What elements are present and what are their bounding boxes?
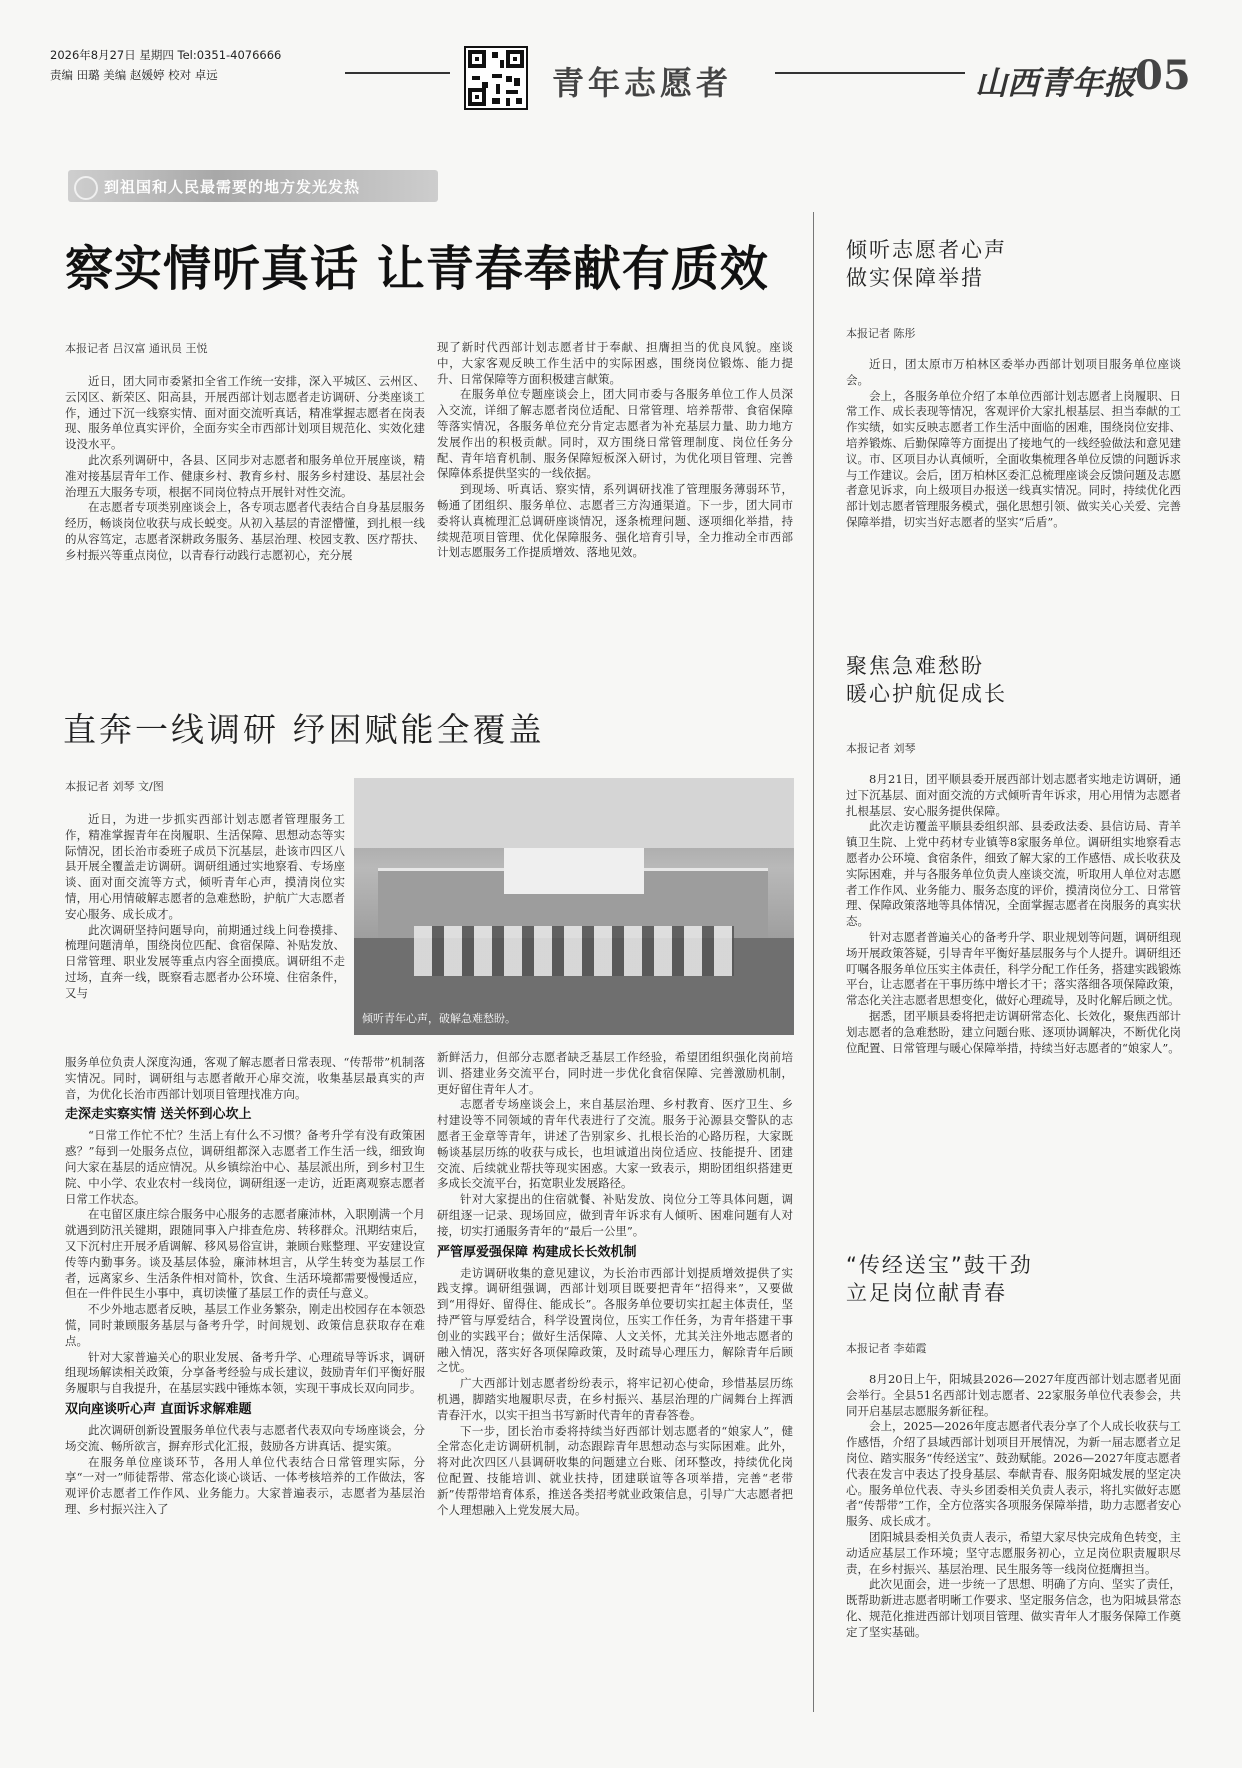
column-divider — [813, 212, 814, 1712]
paragraph: 会上，2025—2026年度志愿者代表分享了个人成长收获与工作感悟，介绍了县域西部计划项目开展情况，为新一届志愿者立足岗位、踏实服务“传经送宝”、鼓劲赋能。2026—2027年度志愿者代表在发言中表达了投身基层、奉献青春、服务阳城发展的坚定决心。服务单位代表、寺头乡团委相关负责人表示，将扎实做好志愿者“传帮带”工作，全方位落实各项服务保障举措，助力志愿者安心服务、成长成才。 — [846, 1419, 1181, 1529]
paragraph: 在志愿者专项类别座谈会上，各专项志愿者代表结合自身基层服务经历，畅谈岗位收获与成长蜕变。从初入基层的青涩懵懂，到扎根一线的从容笃定，志愿者深耕政务服务、基层治理、校园支教、医疗帮扶、乡村振兴等重点岗位，以青春行动践行志愿初心，充分展 — [65, 500, 425, 562]
headline-line: 聚焦急难愁盼 — [846, 654, 984, 678]
article-2-column-2 — [437, 1050, 793, 1710]
paragraph: 针对大家普遍关心的职业发展、备考升学、心理疏导等诉求，调研组现场解读相关政策，分享备考经验与成长建议，鼓励青年们平衡好服务履职与自我提升，在基层实践中锤炼本领，实现干事成长双向同步。 — [65, 1349, 425, 1396]
article-5-byline: 本报记者 李茹霞 — [846, 1342, 927, 1355]
photo-ceiling — [354, 778, 794, 848]
paragraph: 在服务单位专题座谈会上，团大同市委与各服务单位工作人员深入交流，详细了解志愿者岗位适配、日常管理、培养帮带、食宿保障等落实情况，各服务单位充分肯定志愿者为补充基层力量、助力地方发展作出的积极贡献。同时，双方围绕日常管理制度、岗位任务分配、青年培育机制、服务保障短板深入研讨，为优化项目管理、完善保障体系提供坚实的一线依据。 — [437, 387, 793, 481]
paragraph: 此次调研创新设置服务单位代表与志愿者代表双向专场座谈会，分场交流、畅所欲言，摒弃形式化汇报，鼓励各方讲真话、提实策。 — [65, 1422, 425, 1453]
headline-line: “传经送宝”鼓干劲 — [846, 1253, 1033, 1277]
article-2-headline: 直奔一线调研 纾困赋能全覆盖 — [63, 710, 545, 749]
section-name: 青年志愿者 — [552, 64, 733, 102]
paragraph: 在屯留区康庄综合服务中心服务的志愿者廉沛林，入职刚满一个月就遇到防汛关键期，跟随同事入户排查危房、转移群众。汛期结束后，又下沉村庄开展矛盾调解、移风易俗宣讲，兼顾台账整理、平安建设宣传等内勤事务。谈及基层体验，廉沛林坦言，从学生转变为基层工作者，远离家乡、生活条件相对简朴，饮食、生活环境都需要慢慢适应，但在一件件民生小事中，真切读懂了基层工作的责任与意义。 — [65, 1207, 425, 1301]
paragraph: 8月20日上午，阳城县2026—2027年度西部计划志愿者见面会举行。全县51名西部计划志愿者、22家服务单位代表参会，共同开启基层志愿服务新征程。 — [846, 1372, 1181, 1418]
paragraph: 此次见面会，进一步统一了思想、明确了方向、坚实了责任，既帮助新进志愿者明晰工作要求、坚定服务信念，也为阳城县常态化、规范化推进西部计划项目管理、做实青年人才服务保障工作奠定了坚实基础。 — [846, 1577, 1181, 1639]
paragraph: 广大西部计划志愿者纷纷表示，将牢记初心使命，珍惜基层历练机遇，脚踏实地履职尽责，在乡村振兴、基层治理的广阔舞台上挥洒青春汗水，以实干担当书写新时代青年的青春答卷。 — [437, 1376, 793, 1422]
paragraph: 针对大家提出的住宿就餐、补贴发放、岗位分工等具体问题，调研组逐一记录、现场回应，做到青年诉求有人倾听、困难问题有人对接，切实打通服务青年的“最后一公里”。 — [437, 1192, 793, 1238]
masthead-rule-left — [345, 72, 450, 74]
issue-date-line: 2026年8月27日 星期四 Tel:0351-4076666 — [50, 48, 282, 62]
topic-banner — [68, 170, 438, 202]
headline-line: 倾听志愿者心声 — [846, 238, 1007, 262]
article-2-column-1b — [65, 1055, 425, 1710]
article-1-column-1 — [65, 374, 425, 654]
headline-line: 暖心护航促成长 — [846, 682, 1007, 706]
paragraph: 服务单位负责人深度沟通，客观了解志愿者日常表现、“传帮带”机制落实情况。同时，调研组与志愿者敞开心扉交流，收集基层最真实的声音，为优化长治市西部计划项目管理找准方向。 — [65, 1055, 425, 1101]
paragraph: 近日，团太原市万柏林区委举办西部计划项目服务单位座谈会。 — [846, 357, 1181, 387]
article-4-body — [846, 772, 1181, 1172]
paragraph: “日常工作忙不忙？生活上有什么不习惯？备考升学有没有政策困惑？”每到一处服务点位，调研组都深入志愿者工作生活一线，细致询问大家在基层的适应情况。从乡镇综治中心、基层派出所，到乡村卫生院、中小学、农业农村一线岗位，调研组逐一走访，近距离观察志愿者日常工作状态。 — [65, 1128, 425, 1206]
paragraph: 团阳城县委相关负责人表示，希望大家尽快完成角色转变，主动适应基层工作环境；坚守志愿服务初心，立足岗位职责履职尽责，在乡村振兴、基层治理、民生服务等一线岗位挺膺担当。 — [846, 1529, 1181, 1576]
paragraph: 现了新时代西部计划志愿者甘于奉献、担膺担当的优良风貌。座谈中，大家客观反映工作生活中的实际困惑，围绕岗位锻炼、能力提升、日常保障等方面积极建言献策。 — [437, 340, 793, 386]
paragraph: 此次走访覆盖平顺县委组织部、县委政法委、县信访局、青羊镇卫生院、上党中药材专业镇等8家服务单位。调研组实地察看志愿者办公环境、食宿条件，细致了解大家的工作感悟、成长收获及实际困难，并与各服务单位负责人座谈交流，听取用人单位对志愿者工作作风、业务能力、服务态度的评价，摸清岗位分工、日常管理、保障政策落地等具体情况，全面掌握志愿者在岗服务的真实状态。 — [846, 819, 1181, 929]
news-photo — [354, 778, 794, 1035]
paragraph: 此次调研坚持问题导向，前期通过线上问卷摸排、梳理问题清单，围绕岗位匹配、食宿保障、补贴发放、日常管理、职业发展等重点内容全面摸底。调研组不走过场，直奔一线，既察看志愿者办公环境、住宿条件，又与 — [65, 922, 345, 1000]
paragraph: 下一步，团长治市委将持续当好西部计划志愿者的“娘家人”，健全常态化走访调研机制，动态跟踪青年思想动态与实际困难。此外，将对此次四区八县调研收集的问题建立台账、闭环整改，持续优化岗位配置、技能培训、就业扶持，团建联谊等各项举措，完善“老带新”传帮带培育体系，推送各类招考就业政策信息，引导广大志愿者把个人理想融入上党发展大局。 — [437, 1423, 793, 1517]
paragraph: 不少外地志愿者反映，基层工作业务繁杂，刚走出校园存在本领恐慌，同时兼顾服务基层与备考升学，时间规划、政策信息获取存在难点。 — [65, 1302, 425, 1348]
page-number: 05 — [1135, 52, 1191, 99]
editor-credits: 责编 田璐 美编 赵媛婷 校对 卓远 — [50, 68, 218, 82]
paragraph: 新鲜活力，但部分志愿者缺乏基层工作经验，希望团组织强化岗前培训、搭建业务交流平台，同时进一步优化食宿保障、完善激励机制，更好留住青年人才。 — [437, 1050, 793, 1096]
paragraph: 近日，团大同市委紧扣全省工作统一安排，深入平城区、云州区、云冈区、新荣区、阳高县，开展西部计划志愿者走访调研、分类座谈工作，通过下沉一线察实情、面对面交流听真话，精准掌握志愿者在岗表现、服务单位真实评价，全面夯实全市西部计划项目规范化、实效化建设没水平。 — [65, 374, 425, 452]
article-4-byline: 本报记者 刘琴 — [846, 742, 916, 755]
headline-line: 立足岗位献青春 — [846, 1281, 1007, 1305]
paragraph: 据悉，团平顺县委将把走访调研常态化、长效化，聚焦西部计划志愿者的急难愁盼，建立问题台账、逐项协调解决，不断优化岗位配置、日常管理与暖心保障举措，持续当好志愿者的“娘家人”。 — [846, 1008, 1181, 1055]
newspaper-logo: 山西青年报 — [975, 64, 1136, 102]
topic-banner-text: 到祖国和人民最需要的地方发光发热 — [104, 177, 361, 196]
paragraph: 志愿者专场座谈会上，来自基层治理、乡村教育、医疗卫生、乡村建设等不同领域的青年代表进行了交流。服务于沁源县交警队的志愿者王金章等青年，讲述了告别家乡、扎根长治的心路历程，大家既畅谈基层历练的收获与成长，也坦诚道出岗位适应、技能提升、团建交流、后续就业帮扶等现实困惑。大家一致表示，期盼团组织搭建更多成长交流平台，拓宽职业发展路径。 — [437, 1097, 793, 1191]
photo-audience — [414, 926, 734, 976]
article-3-body — [846, 357, 1181, 607]
subheading: 走深走实察实情 送关怀到心坎上 — [65, 1107, 252, 1123]
article-2-column-1a — [65, 812, 345, 1055]
article-1-byline: 本报记者 吕汉富 通讯员 王悦 — [65, 342, 208, 355]
article-5-body — [846, 1372, 1181, 1712]
subheading: 严管厚爱强保障 构建成长长效机制 — [437, 1244, 637, 1260]
photo-screen — [504, 848, 644, 894]
photo-caption: 倾听青年心声，破解急难愁盼。 — [362, 1012, 516, 1025]
article-3-byline: 本报记者 陈彤 — [846, 327, 916, 340]
masthead-rule-right — [775, 72, 965, 74]
paragraph: 在服务单位座谈环节，各用人单位代表结合日常管理实际，分享“一对一”师徒帮带、常态化谈心谈话、一体考核培养的工作做法，客观评价志愿者工作作风、业务能力。大家普遍表示，志愿者为基层治理、乡村振兴注入了 — [65, 1454, 425, 1516]
subheading: 双向座谈听心声 直面诉求解难题 — [65, 1401, 252, 1417]
article-4-headline — [846, 652, 1186, 708]
qr-code-icon[interactable] — [464, 46, 528, 110]
article-3-headline — [846, 236, 1186, 292]
paragraph: 近日，为进一步抓实西部计划志愿者管理服务工作，精准掌握青年在岗履职、生活保障、思想动态等实际情况，团长治市委班子成员下沉基层，赴该市四区八县开展全覆盖走访调研。调研组通过实地察看、专场座谈、面对面交流等方式，倾听青年心声，摸清岗位实情，用心用情破解志愿者的急难愁盼，护航广大志愿者安心服务、成长成才。 — [65, 812, 345, 921]
paragraph: 会上，各服务单位介绍了本单位西部计划志愿者上岗履职、日常工作、成长表现等情况，客观评价大家扎根基层、担当奉献的工作实绩，如实反映志愿者工作生活中面临的困难，围绕岗位安排、培养锻炼、后勤保障等方面提出了接地气的一线经验做法和意见建议。市、区项目办认真倾听，全面收集梳理各单位反馈的问题诉求与工作建议。会后，团万柏林区委汇总梳理座谈会反馈问题及志愿者意见诉求，向上级项目办报送一线真实情况。同时，持续优化西部计划志愿者管理服务模式，强化思想引领、做实关心关爱、完善保障举措，切实当好志愿者的坚实“后盾”。 — [846, 388, 1181, 529]
paragraph: 此次系列调研中，各县、区同步对志愿者和服务单位开展座谈，精准对接基层青年工作、健康乡村、教育乡村、服务乡村建设、基层社会治理五大服务专项，根据不同岗位特点开展针对性交流。 — [65, 452, 425, 499]
headline-line: 做实保障举措 — [846, 266, 984, 290]
paragraph: 走访调研收集的意见建议，为长治市西部计划提质增效提供了实践支撑。调研组强调，西部计划项目既要把青年“招得来”，又要做到“用得好、留得住、能成长”。各服务单位要切实扛起主体责任，坚持严管与厚爱结合，科学设置岗位，压实工作任务，为青年搭建干事创业的实践平台；做好生活保障、人文关怀，尤其关注外地志愿者的融入情况，落实好各项保障政策，及时疏导心理压力，解除青年后顾之忧。 — [437, 1265, 793, 1375]
article-1-column-2 — [437, 340, 793, 654]
article-1-headline: 察实情听真话 让青春奉献有质效 — [65, 241, 769, 297]
article-5-headline — [846, 1251, 1186, 1307]
paragraph: 到现场、听真话、察实情，系列调研找准了管理服务薄弱环节，畅通了团组织、服务单位、志愿者三方沟通渠道。下一步，团大同市委将认真梳理汇总调研座谈情况，逐条梳理问题、逐项细化举措，持续规范项目管理、优化保障服务、强化培育引导，全力推动全市西部计划志愿服务工作提质增效、落地见效。 — [437, 482, 793, 560]
paragraph: 针对志愿者普遍关心的备考升学、职业规划等问题，调研组现场开展政策答疑，引导青年平衡好基层服务与个人提升。调研组还叮嘱各服务单位压实主体责任，科学分配工作任务，搭建实践锻炼平台，让志愿者在干事历练中增长才干；落实落细各项保障政策，常态化关注志愿者思想变化，做好心理疏导，及时化解后顾之忧。 — [846, 929, 1181, 1008]
article-2-byline: 本报记者 刘琴 文/图 — [65, 780, 164, 793]
paragraph: 8月21日，团平顺县委开展西部计划志愿者实地走访调研，通过下沉基层、面对面交流的方式倾听青年诉求，用心用情为志愿者扎根基层、安心服务提供保障。 — [846, 772, 1181, 818]
